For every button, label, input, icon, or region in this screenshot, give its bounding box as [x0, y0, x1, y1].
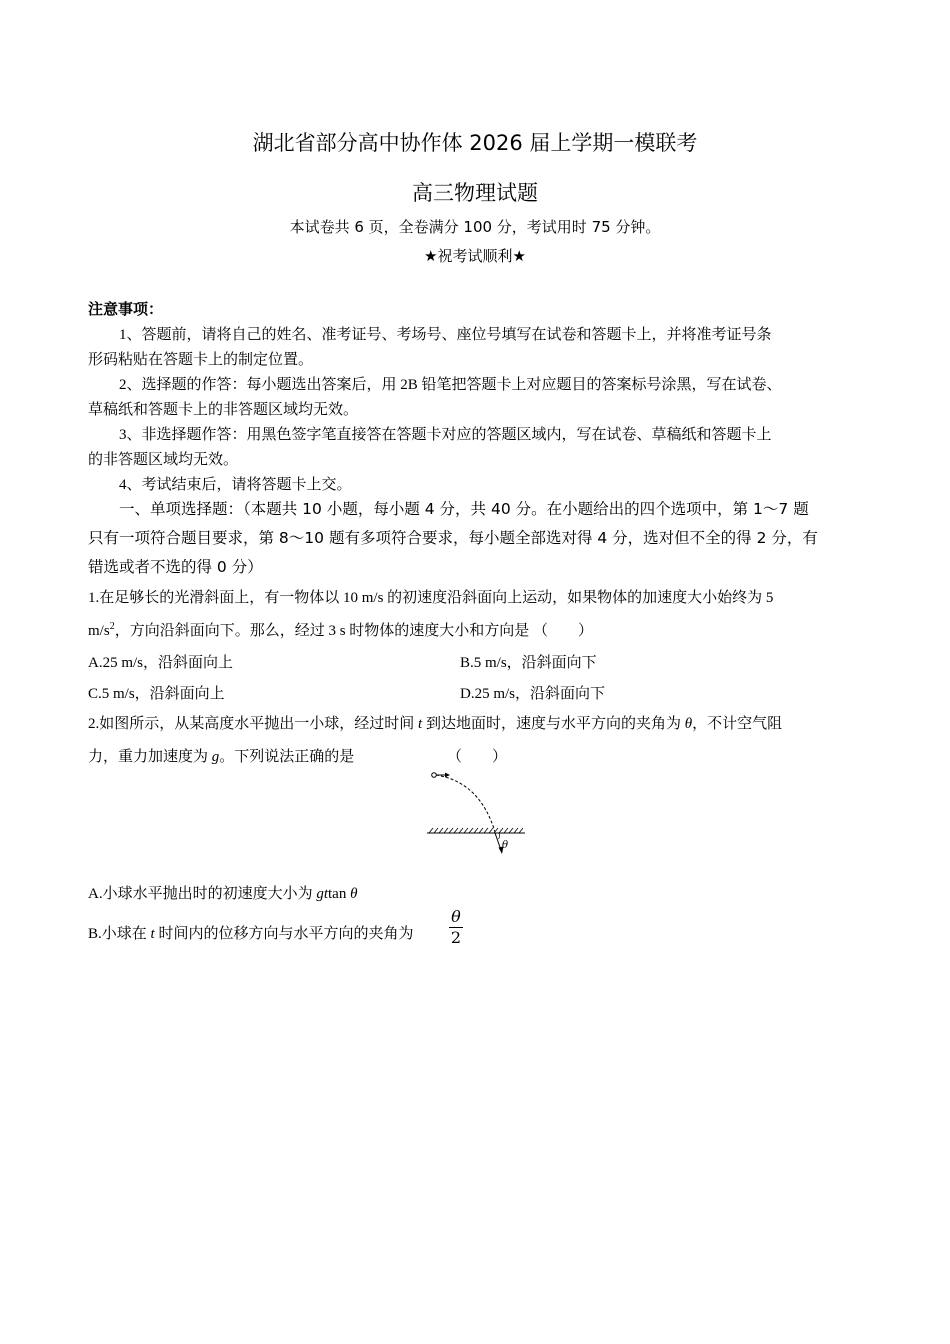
text-span: B.小球在	[88, 926, 151, 942]
var-t: t	[150, 926, 155, 942]
exam-info: 本试卷共 6 页，全卷满分 100 分，考试用时 75 分钟。	[289, 218, 661, 236]
question-text: ，方向沿斜面向下。那么，经过 3 s 时物体的速度大小和方向是 （ ）	[114, 623, 594, 639]
q1-option-c: C.5 m/s，沿斜面向上	[88, 686, 225, 702]
fraction-theta-over-2	[449, 908, 463, 947]
unit-text: m/s	[88, 623, 110, 639]
q2-option-b	[88, 922, 413, 943]
q1-option-d: D.25 m/s，沿斜面向下	[460, 686, 606, 702]
launch-point-icon	[432, 773, 437, 778]
exam-subtitle: 高三物理试题	[412, 181, 538, 205]
notice-line: 1、答题前，请将自己的姓名、准考证号、考场号、座位号填写在试卷和答题卡上，并将准考证号条	[119, 327, 772, 343]
var-theta: θ	[350, 886, 358, 902]
var-g: g	[211, 749, 220, 765]
section-instruction: 错选或者不选的得 0 分）	[88, 558, 263, 576]
projectile-diagram	[425, 768, 530, 858]
question-2-text	[88, 712, 782, 733]
var-gt: gt	[316, 886, 329, 902]
text-span: 到达地面时，速度与水平方向的夹角为	[422, 716, 685, 732]
notice-heading: 注意事项：	[88, 300, 164, 318]
angle-arc	[499, 833, 500, 839]
section-instruction: 只有一项符合题目要求，第 8～10 题有多项符合要求，每小题全部选对得 4 分，选对但不全的得 2 分，有	[88, 529, 818, 547]
text-span: 力，重力加速度为	[88, 749, 212, 765]
ground-icon	[427, 828, 525, 833]
notice-line: 形码粘贴在答题卡上的制定位置。	[88, 352, 314, 368]
angle-label: θ	[502, 840, 509, 851]
unit-exponent: 2	[109, 621, 115, 632]
text-span: 。下列说法正确的是	[219, 749, 355, 765]
text-span: 2.如图所示，从某高度水平抛出一小球，经过时间	[88, 716, 419, 732]
q2-option-a	[88, 882, 357, 903]
answer-paren: （ ）	[447, 749, 508, 765]
exam-title: 湖北省部分高中协作体 2026 届上学期一模联考	[252, 131, 698, 155]
var-t: t	[418, 716, 423, 732]
text-span: A.小球水平抛出时的初速度大小为	[88, 886, 317, 902]
fraction-numerator: θ	[451, 907, 461, 926]
question-2-text-cont	[88, 745, 354, 766]
notice-line: 4、考试结束后，请将答题卡上交。	[119, 477, 352, 493]
fraction-denominator: 2	[450, 928, 462, 947]
text-span: 时间内的位移方向与水平方向的夹角为	[154, 926, 414, 942]
notice-line: 的非答题区域均无效。	[88, 452, 239, 468]
text-span: ，不计空气阻	[692, 716, 783, 732]
q1-option-b: B.5 m/s，沿斜面向下	[460, 655, 597, 671]
section-instruction: 一、单项选择题：（本题共 10 小题，每小题 4 分，共 40 分。在小题给出的四个选项中，第 1～7 题	[119, 500, 809, 518]
notice-line: 3、非选择题作答：用黑色签字笔直接答在答题卡对应的答题区域内，写在试卷、草稿纸和答题卡上	[119, 427, 772, 443]
question-1-text: 1.在足够长的光滑斜面上，有一物体以 10 m/s 的初速度沿斜面向上运动，如果物体的加速度大小始终为 5	[88, 590, 774, 606]
trajectory-curve	[436, 775, 495, 832]
q1-option-a: A.25 m/s，沿斜面向上	[88, 655, 234, 671]
notice-line: 草稿纸和答题卡上的非答题区域均无效。	[88, 402, 359, 418]
var-theta: θ	[684, 716, 693, 732]
question-1-text-cont	[88, 619, 593, 640]
exam-wish: ★祝考试顺利★	[424, 247, 526, 265]
notice-line: 2、选择题的作答：每小题选出答案后，用 2B 铅笔把答题卡上对应题目的答案标号涂黑，写在试卷、	[119, 377, 782, 393]
text-span: tan	[328, 886, 351, 902]
